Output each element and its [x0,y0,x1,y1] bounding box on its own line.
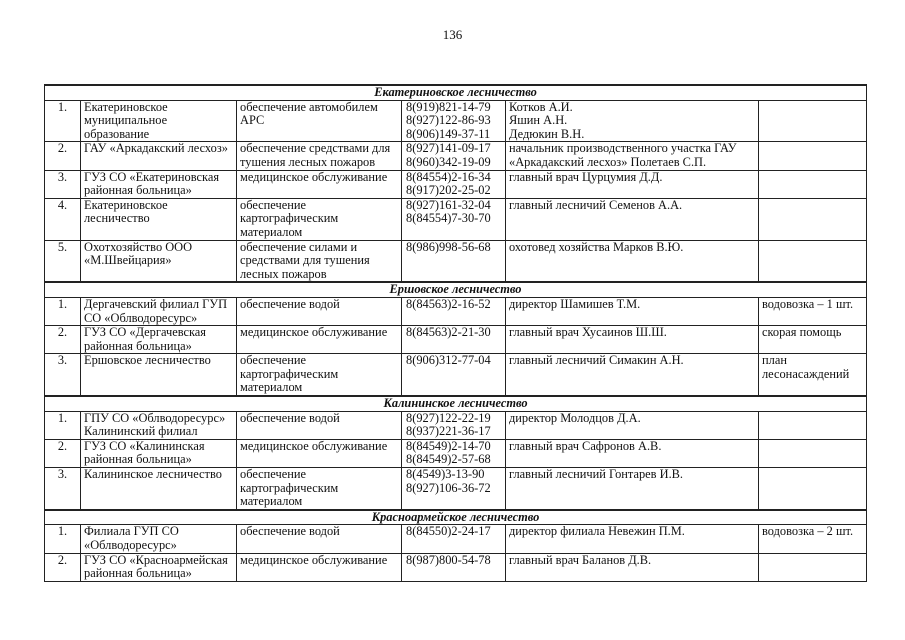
contact-cell: главный врач Сафронов А.В. [506,439,759,467]
phones-cell: 8(927)122-22-19 8(937)221-36-17 [402,411,506,439]
organization-cell: Дергачевский филиал ГУП СО «Облводоресурс» [81,297,237,325]
contact-cell: охотовед хозяйства Марков В.Ю. [506,240,759,282]
note-cell [759,240,867,282]
service-cell: обеспечение силами и средствами для тушения лесных пожаров [237,240,402,282]
organization-cell: Филиала ГУП СО «Облводоресурс» [81,525,237,553]
section-title: Екатериновское лесничество [45,85,867,100]
phones-cell: 8(84563)2-16-52 [402,297,506,325]
table-row [45,170,867,198]
contact-cell: директор Шамишев Т.М. [506,297,759,325]
service-cell: медицинское обслуживание [237,553,402,581]
phones-cell: 8(4549)3-13-90 8(927)106-36-72 [402,468,506,510]
service-cell: обеспечение автомобилем АРС [237,100,402,142]
row-number: 5. [45,240,81,282]
service-cell: обеспечение водой [237,411,402,439]
row-number: 1. [45,100,81,142]
table-row [45,297,867,325]
section-header-row [45,396,867,411]
note-cell: скорая помощь [759,326,867,354]
contact-cell: главный лесничий Симакин А.Н. [506,354,759,396]
page-number: 136 [442,27,463,42]
phones-cell: 8(919)821-14-79 8(927)122-86-93 8(906)149-37-11 [402,100,506,142]
row-number: 2. [45,553,81,581]
table-row [45,354,867,396]
service-cell: обеспечение водой [237,297,402,325]
organization-cell: Ершовское лесничество [81,354,237,396]
phones-cell: 8(84554)2-16-34 8(917)202-25-02 [402,170,506,198]
table-row [45,198,867,240]
contact-cell: директор филиала Невежин П.М. [506,525,759,553]
row-number: 2. [45,326,81,354]
section-header-row [45,282,867,297]
row-number: 3. [45,170,81,198]
note-cell [759,198,867,240]
table-row [45,468,867,510]
note-cell: план лесонасаждений [759,354,867,396]
row-number: 4. [45,198,81,240]
section-title: Красноармейское лесничество [45,510,867,525]
service-cell: медицинское обслуживание [237,170,402,198]
note-cell: водовозка – 1 шт. [759,297,867,325]
table-row [45,553,867,581]
table-row [45,525,867,553]
note-cell [759,553,867,581]
service-cell: медицинское обслуживание [237,439,402,467]
section-header-row [45,85,867,100]
service-cell: обеспечение водой [237,525,402,553]
note-cell [759,439,867,467]
organization-cell: ГУЗ СО «Екатериновская районная больница» [81,170,237,198]
phones-cell: 8(84549)2-14-70 8(84549)2-57-68 [402,439,506,467]
contact-cell: начальник производственного участка ГАУ «Аркадакский лесхоз» Полетаев С.П. [506,142,759,170]
organization-cell: Екатериновское муниципальное образование [81,100,237,142]
note-cell [759,100,867,142]
organization-cell: ГУЗ СО «Красноармейская районная больница» [81,553,237,581]
section-title: Калининское лесничество [45,396,867,411]
note-cell: водовозка – 2 шт. [759,525,867,553]
phones-cell: 8(84563)2-21-30 [402,326,506,354]
phones-cell: 8(927)161-32-04 8(84554)7-30-70 [402,198,506,240]
organization-cell: ГАУ «Аркадакский лесхоз» [81,142,237,170]
section-header-row [45,510,867,525]
note-cell [759,142,867,170]
phones-cell: 8(927)141-09-17 8(960)342-19-09 [402,142,506,170]
note-cell [759,411,867,439]
row-number: 3. [45,354,81,396]
organization-cell: ГПУ СО «Облводоресурс» Калининский филиал [81,411,237,439]
service-cell: медицинское обслуживание [237,326,402,354]
contact-cell: Котков А.И. Яшин А.Н. Дедюкин В.Н. [506,100,759,142]
table-row [45,326,867,354]
table-row [45,411,867,439]
table-row [45,439,867,467]
resources-table [44,84,867,582]
phones-cell: 8(84550)2-24-17 [402,525,506,553]
service-cell: обеспечение картографическим материалом [237,468,402,510]
row-number: 2. [45,439,81,467]
row-number: 2. [45,142,81,170]
note-cell [759,170,867,198]
row-number: 3. [45,468,81,510]
contact-cell: главный врач Хусаинов Ш.Ш. [506,326,759,354]
phones-cell: 8(987)800-54-78 [402,553,506,581]
phones-cell: 8(906)312-77-04 [402,354,506,396]
contact-cell: главный врач Баланов Д.В. [506,553,759,581]
table-row [45,240,867,282]
contact-cell: главный лесничий Гонтарев И.В. [506,468,759,510]
contact-cell: главный врач Цурцумия Д.Д. [506,170,759,198]
organization-cell: ГУЗ СО «Калининская районная больница» [81,439,237,467]
organization-cell: Калининское лесничество [81,468,237,510]
note-cell [759,468,867,510]
table-row [45,142,867,170]
phones-cell: 8(986)998-56-68 [402,240,506,282]
service-cell: обеспечение картографическим материалом [237,198,402,240]
row-number: 1. [45,525,81,553]
contact-cell: директор Молодцов Д.А. [506,411,759,439]
organization-cell: Екатериновское лесничество [81,198,237,240]
row-number: 1. [45,297,81,325]
contact-cell: главный лесничий Семенов А.А. [506,198,759,240]
service-cell: обеспечение картографическим материалом [237,354,402,396]
organization-cell: ГУЗ СО «Дергачевская районная больница» [81,326,237,354]
row-number: 1. [45,411,81,439]
service-cell: обеспечение средствами для тушения лесных пожаров [237,142,402,170]
table-row [45,100,867,142]
section-title: Ершовское лесничество [45,282,867,297]
organization-cell: Охотхозяйство ООО «М.Швейцария» [81,240,237,282]
